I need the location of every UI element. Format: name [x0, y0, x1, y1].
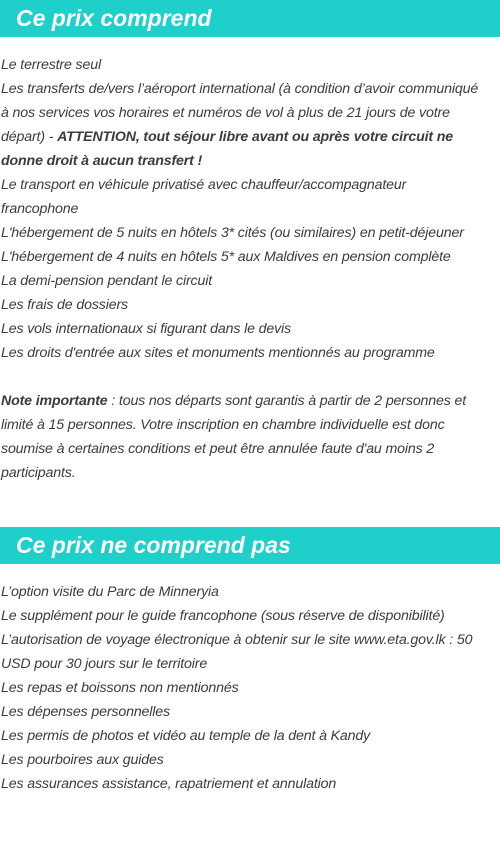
list-item: Les droits d'entrée aux sites et monuments mentionnés au programme	[1, 345, 435, 361]
text-fragment: départ) -	[1, 129, 58, 145]
section-header-excludes	[0, 527, 500, 564]
list-item: L'hébergement de 4 nuits en hôtels 5* aux Maldives en pension complète	[1, 249, 451, 265]
includes-list	[0, 37, 500, 485]
list-item: Les frais de dossiers	[1, 297, 128, 313]
spacer	[1, 365, 500, 389]
note-text: limité à 15 personnes. Votre inscription en chambre individuelle est donc	[1, 417, 445, 433]
list-item: La demi-pension pendant le circuit	[1, 273, 212, 289]
important-note	[1, 389, 500, 413]
note-text: : tous nos départs sont garantis à partir de 2 personnes et	[107, 393, 467, 409]
list-item: Le transport en véhicule privatisé avec chauffeur/accompagnateur	[1, 177, 407, 193]
note-text: participants.	[1, 465, 76, 481]
list-item: Les assurances assistance, rapatriement et annulation	[1, 776, 337, 792]
excludes-list	[0, 564, 500, 796]
list-item: L'hébergement de 5 nuits en hôtels 3* cités (ou similaires) en petit-déjeuner	[1, 225, 464, 241]
section-header-includes	[0, 0, 500, 37]
section-title: Ce prix ne comprend pas	[16, 532, 291, 558]
list-item: Les pourboires aux guides	[1, 752, 164, 768]
list-item: à nos services vos horaires et numéros de vol à plus de 21 jours de votre	[1, 105, 450, 121]
list-item: Les dépenses personnelles	[1, 704, 170, 720]
note-text: soumise à certaines conditions et peut être annulée faute d'au moins 2	[1, 441, 435, 457]
list-item: Les vols internationaux si figurant dans le devis	[1, 321, 291, 337]
list-item: Le terrestre seul	[1, 57, 101, 73]
list-item: Les transferts de/vers l’aéroport international (à condition d’avoir communiqué	[1, 81, 479, 97]
warning-text: donne droit à aucun transfert !	[1, 153, 203, 169]
list-item: L’autorisation de voyage électronique à obtenir sur le site www.eta.gov.lk : 50	[1, 632, 473, 648]
list-item	[1, 149, 500, 173]
section-title: Ce prix comprend	[16, 5, 212, 31]
list-item: L’option visite du Parc de Minneryia	[1, 584, 219, 600]
list-item: Les permis de photos et vidéo au temple de la dent à Kandy	[1, 728, 371, 744]
note-label: Note importante	[1, 393, 108, 409]
list-item: USD pour 30 jours sur le territoire	[1, 656, 208, 672]
list-item	[1, 125, 500, 149]
warning-text: ATTENTION, tout séjour libre avant ou après votre circuit ne	[57, 129, 454, 145]
list-item: Les repas et boissons non mentionnés	[1, 680, 239, 696]
list-item: Le supplément pour le guide francophone (sous réserve de disponibilité)	[1, 608, 445, 624]
list-item: francophone	[1, 201, 79, 217]
